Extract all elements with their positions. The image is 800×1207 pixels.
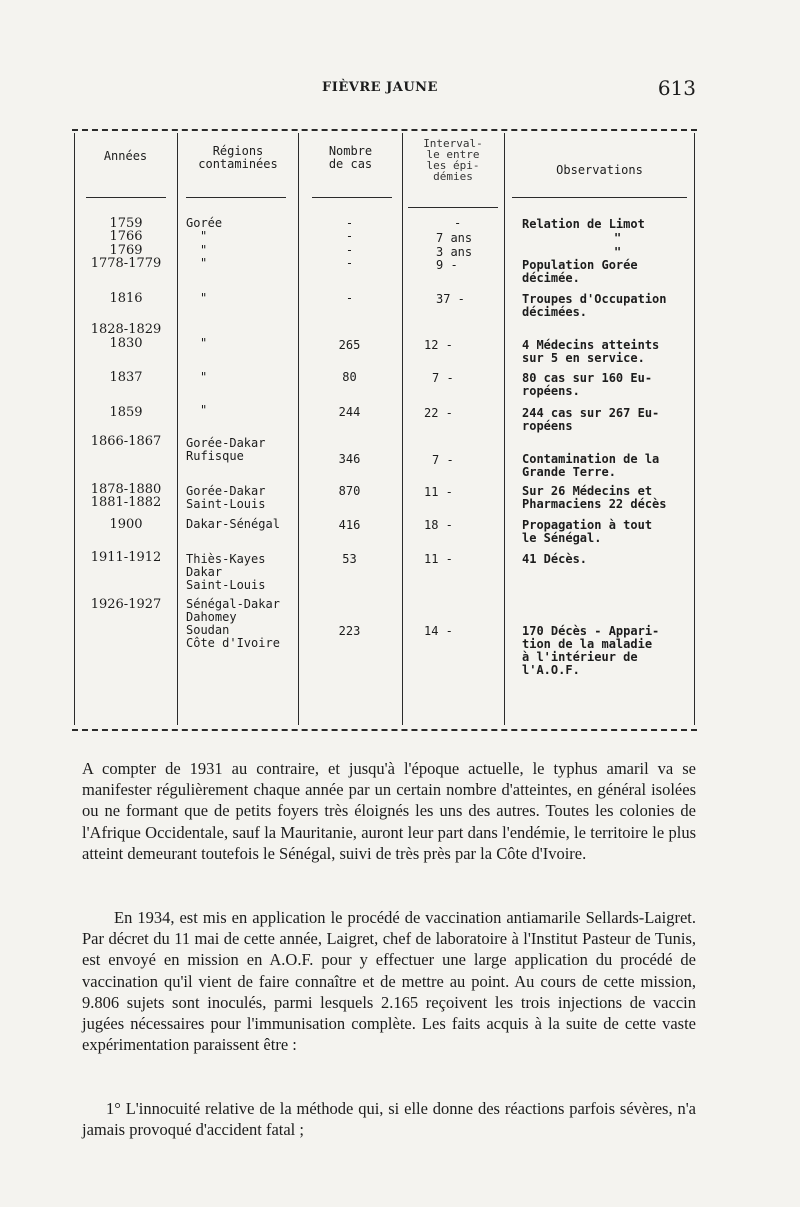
- cell-year: 1759: [109, 216, 143, 231]
- cell-interval: 7 -: [432, 371, 454, 385]
- cell-observation: 244 cas sur 267 Eu- ropéens: [522, 406, 660, 433]
- paragraph-2-text: En 1934, est mis en application le procédé de vaccination antiamarile Sellards-Laigret. Par décret du 11 mai de cette année, Laigret, chef de laboratoire à l'Institut Pasteur de Tunis, est envoyé en mission en A.O.F. pour y effectuer une large application du procédé de vaccination qu'il vient de faire connaître et de mettre au point. Au cours de cette mission, 9.806 sujets sont inoculés, parmi lesquels 2.165 reçoivent les trois injections de vaccin jugées nécessaires pour l'immunisation complète. Les faits acquis à la suite de cette vaste expérimentation paraissent être :: [82, 908, 696, 1055]
- table-top-rule: [72, 129, 697, 131]
- cell-count: 80: [342, 370, 357, 384]
- cell-count: 416: [338, 518, 361, 532]
- cell-region: ": [200, 229, 208, 243]
- cell-count: 244: [338, 405, 361, 419]
- cell-observation: ": [614, 245, 622, 259]
- cell-observation: ": [614, 231, 622, 245]
- paragraph-2: [82, 907, 696, 1055]
- cell-count: -: [345, 243, 354, 257]
- paragraph-1: [82, 758, 696, 864]
- page-number: 613: [657, 76, 696, 100]
- cell-year: 1866-1867: [90, 434, 162, 449]
- cell-observation: Propagation à tout le Sénégal.: [522, 518, 653, 545]
- cell-interval: 11 -: [424, 552, 453, 566]
- cell-observation: 41 Décès.: [522, 552, 588, 566]
- cell-observation: Sur 26 Médecins et Pharmaciens 22 décès: [522, 484, 667, 511]
- table-bottom-rule: [72, 729, 697, 731]
- header-regions: Régions contaminées: [198, 144, 278, 171]
- cell-observation: 170 Décès - Appari- tion de la maladie à l'intérieur de l'A.O.F.: [522, 624, 660, 677]
- cell-year: 1900: [109, 517, 143, 532]
- cell-count: -: [345, 229, 354, 243]
- cell-year: 1837: [109, 370, 143, 385]
- table-border-right: [694, 133, 695, 725]
- cell-region: Sénégal-Dakar Dahomey Soudan Côte d'Ivoire: [186, 597, 280, 650]
- cell-count: 53: [342, 552, 357, 566]
- cell-region: Thiès-Kayes Dakar Saint-Louis: [186, 552, 266, 592]
- cell-region: ": [200, 403, 208, 417]
- cell-region: ": [200, 336, 208, 350]
- cell-region: ": [200, 370, 208, 384]
- cell-year: 1816: [109, 291, 143, 306]
- paragraph-3: [82, 1098, 696, 1140]
- column-divider: [298, 133, 299, 725]
- cell-region: ": [200, 256, 208, 270]
- cell-region: Gorée-Dakar Saint-Louis: [186, 484, 266, 511]
- cell-interval: 18 -: [424, 518, 453, 532]
- column-divider: [177, 133, 178, 725]
- header-underline: [512, 197, 687, 198]
- cell-interval: 7 ans: [436, 231, 473, 245]
- cell-interval: -: [454, 216, 462, 230]
- cell-interval: 11 -: [424, 485, 453, 499]
- cell-region: Gorée: [186, 216, 223, 230]
- header-underline: [312, 197, 392, 198]
- cell-region: ": [200, 243, 208, 257]
- cell-interval: 7 -: [432, 453, 454, 467]
- header-years: Années: [103, 149, 148, 163]
- cell-observation: 80 cas sur 160 Eu- ropéens.: [522, 371, 653, 398]
- cell-year: 1859: [109, 405, 143, 420]
- cell-interval: 9 -: [436, 258, 458, 272]
- cell-count: 223: [338, 624, 361, 638]
- cell-interval: 3 ans: [436, 245, 473, 259]
- paragraph-3-text: 1° L'innocuité relative de la méthode qui, si elle donne des réactions parfois sévères, n'a jamais provoqué d'accident fatal ;: [82, 1099, 696, 1140]
- cell-observation: Relation de Limot: [522, 217, 645, 231]
- cell-count: -: [345, 256, 354, 270]
- cell-count: -: [345, 291, 354, 305]
- cell-region: Dakar-Sénégal: [186, 517, 280, 531]
- header-observations: Observations: [556, 163, 643, 177]
- cell-interval: 12 -: [424, 338, 453, 352]
- cell-year: 1878-1880 1881-1882: [90, 482, 162, 510]
- epidemic-table: [72, 125, 697, 735]
- cell-year: 1926-1927: [90, 597, 162, 612]
- cell-observation: Troupes d'Occupation décimées.: [522, 292, 667, 319]
- cell-region: ": [200, 291, 208, 305]
- cell-observation: Population Gorée décimée.: [522, 258, 638, 285]
- cell-count: 346: [338, 452, 361, 466]
- running-title: FIÈVRE JAUNE: [322, 80, 438, 95]
- cell-year: 1766: [109, 229, 143, 244]
- cell-interval: 37 -: [436, 292, 465, 306]
- cell-year: 1828-1829: [90, 322, 162, 337]
- header-interval: Interval- le entre les épi- démies: [423, 137, 483, 183]
- cell-interval: 22 -: [424, 406, 453, 420]
- header-count: Nombre de cas: [328, 144, 373, 171]
- cell-year: 1778-1779: [90, 256, 162, 271]
- header-underline: [86, 197, 166, 198]
- table-border-left: [74, 133, 75, 725]
- cell-count: 870: [338, 484, 361, 498]
- cell-count: -: [345, 216, 354, 230]
- paragraph-1-text: A compter de 1931 au contraire, et jusqu'à l'époque actuelle, le typhus amaril va se manifester régulièrement chaque année par un certain nombre d'atteintes, en général isolées ou ne formant que de petits foyers très éloignés les uns des autres. Toutes les colonies de l'Afrique Occidentale, sauf la Mauritanie, auront leur part dans l'endémie, le territoire le plus atteint demeurant toutefois le Sénégal, suivi de très près par la Côte d'Ivoire.: [82, 759, 696, 863]
- cell-observation: 4 Médecins atteints sur 5 en service.: [522, 338, 660, 365]
- cell-observation: Contamination de la Grande Terre.: [522, 452, 660, 479]
- cell-region: Gorée-Dakar Rufisque: [186, 436, 266, 463]
- cell-year: 1769: [109, 243, 143, 258]
- header-underline: [186, 197, 286, 198]
- cell-year: 1830: [109, 336, 143, 351]
- cell-year: 1911-1912: [90, 550, 162, 565]
- cell-interval: 14 -: [424, 624, 453, 638]
- cell-count: 265: [338, 338, 361, 352]
- header-underline: [408, 207, 498, 208]
- column-divider: [402, 133, 403, 725]
